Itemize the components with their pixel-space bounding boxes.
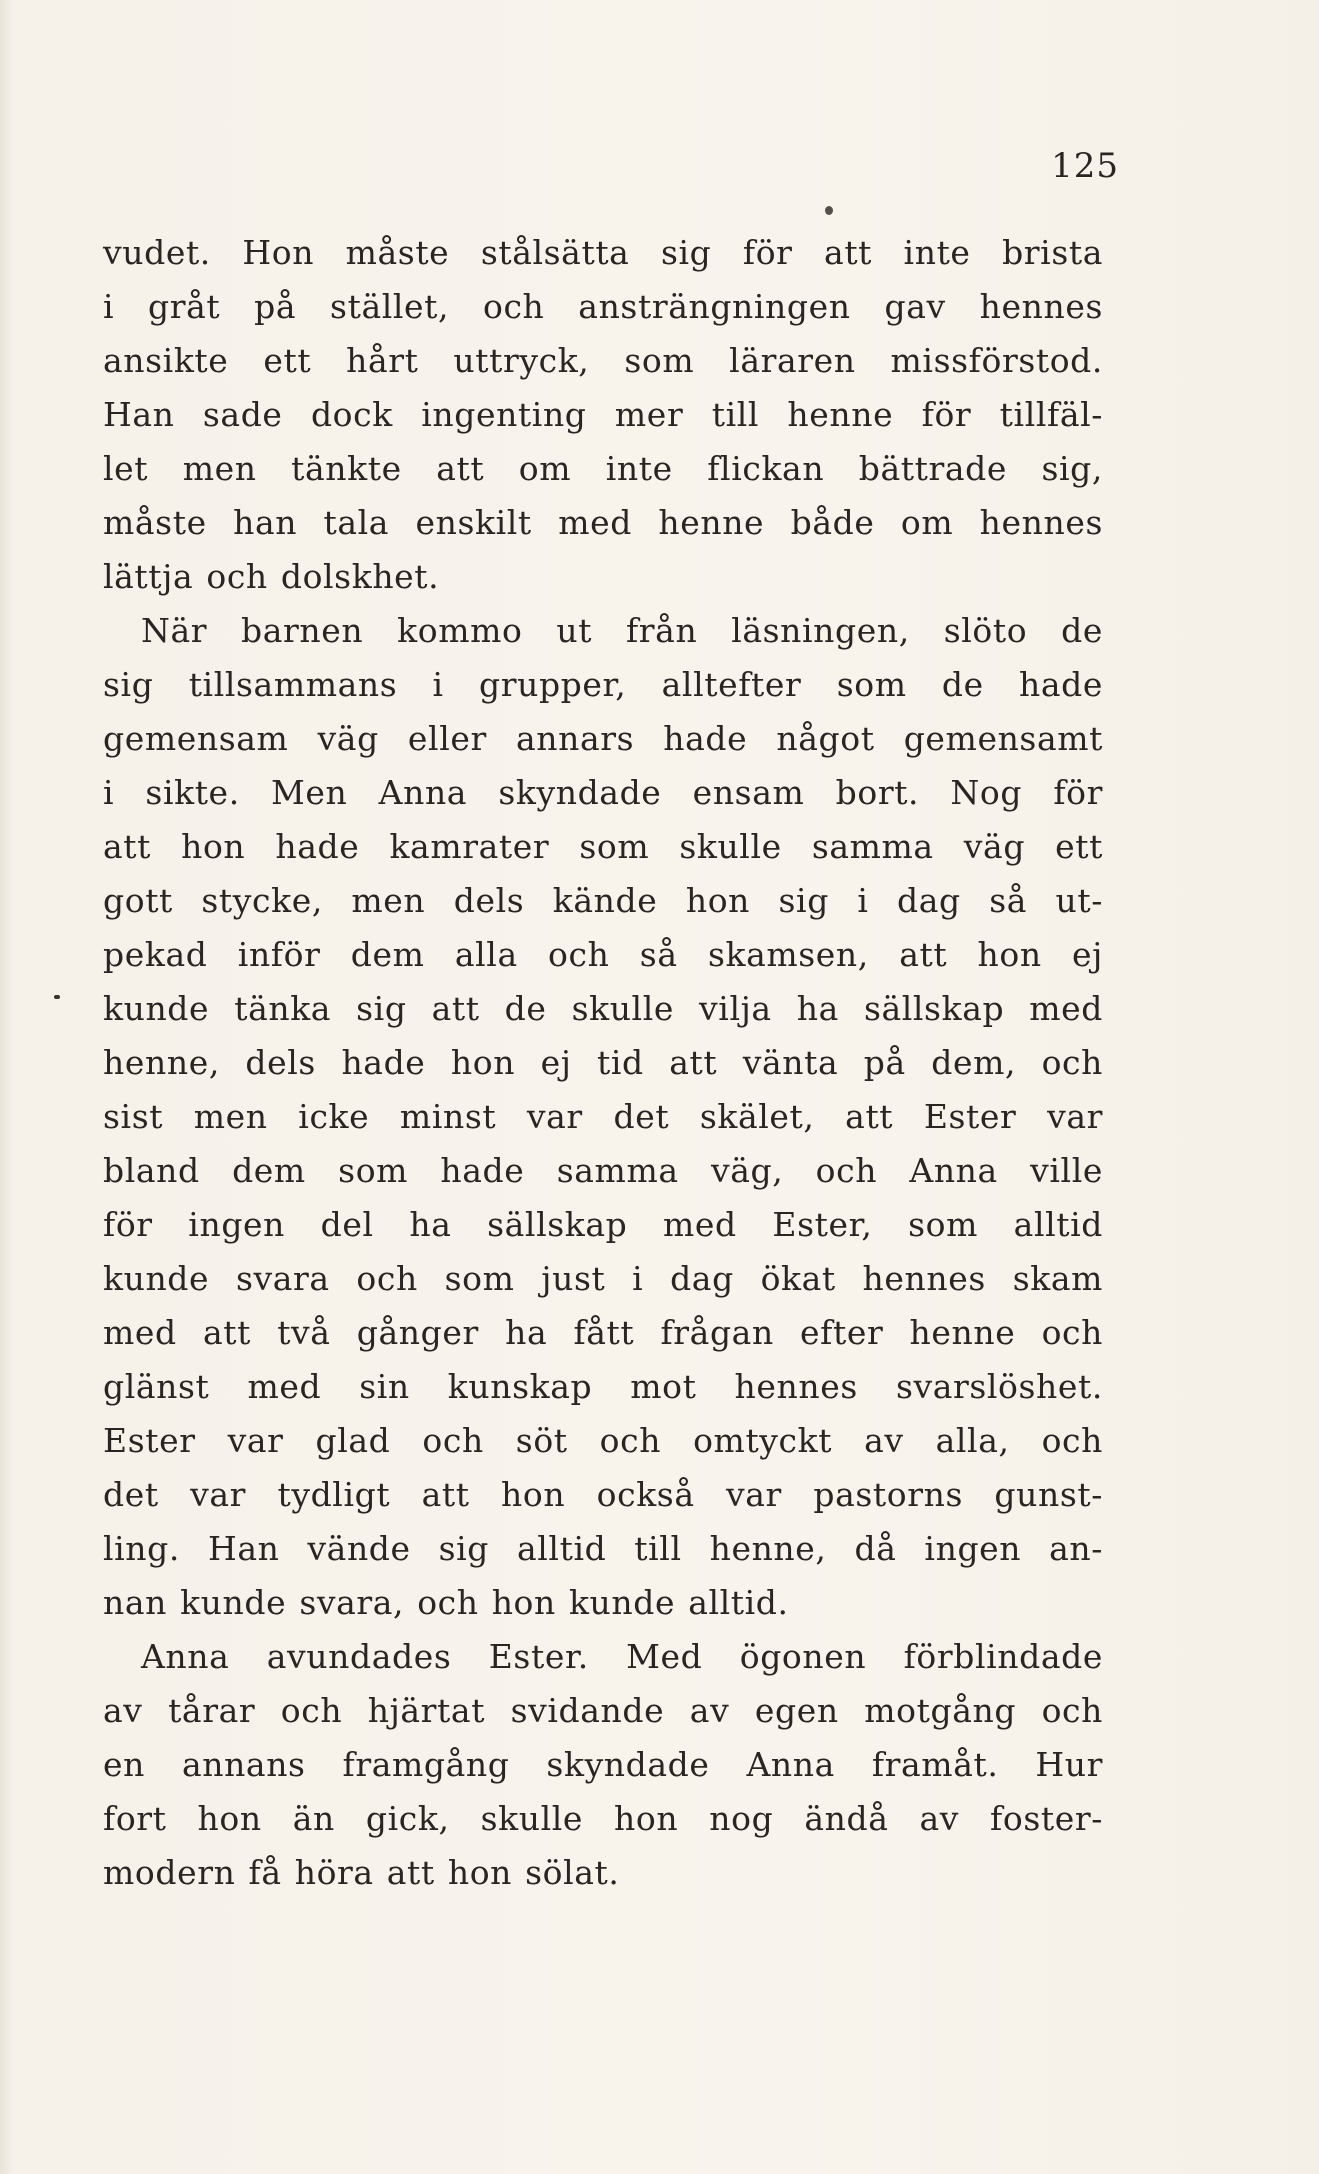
- text-line: henne, dels hade hon ej tid att vänta på dem, och: [103, 1043, 1103, 1082]
- text-line: med att två gånger ha fått frågan efter henne och: [103, 1313, 1103, 1352]
- text-line: det var tydligt att hon också var pastorns gunst-: [103, 1475, 1103, 1514]
- margin-mark: [54, 995, 60, 999]
- page-number: 125: [1051, 146, 1119, 186]
- text-line: glänst med sin kunskap mot hennes svarslöshet.: [103, 1367, 1103, 1406]
- text-line: i sikte. Men Anna skyndade ensam bort. Nog för: [103, 773, 1103, 812]
- text-line: Anna avundades Ester. Med ögonen förblindade: [141, 1637, 1103, 1676]
- text-line: av tårar och hjärtat svidande av egen motgång och: [103, 1691, 1103, 1730]
- text-line: ansikte ett hårt uttryck, som läraren missförstod.: [103, 341, 1103, 380]
- text-line: för ingen del ha sällskap med Ester, som alltid: [103, 1205, 1103, 1244]
- text-line: Han sade dock ingenting mer till henne för tillfäl-: [103, 395, 1103, 434]
- text-line: gott stycke, men dels kände hon sig i dag så ut-: [103, 881, 1103, 920]
- text-line: vudet. Hon måste stålsätta sig för att inte brista: [103, 233, 1103, 272]
- text-line: en annans framgång skyndade Anna framåt. Hur: [103, 1745, 1103, 1784]
- text-line: När barnen kommo ut från läsningen, slöto de: [141, 611, 1103, 650]
- text-line: i gråt på stället, och ansträngningen gav hennes: [103, 287, 1103, 326]
- text-line: måste han tala enskilt med henne både om hennes: [103, 503, 1103, 542]
- body-text: [103, 226, 1103, 1900]
- text-line: ling. Han vände sig alltid till henne, då ingen an-: [103, 1529, 1103, 1568]
- text-line: gemensam väg eller annars hade något gemensamt: [103, 719, 1103, 758]
- text-line: modern få höra att hon sölat.: [103, 1853, 620, 1892]
- text-line: fort hon än gick, skulle hon nog ändå av foster-: [103, 1799, 1103, 1838]
- text-line: bland dem som hade samma väg, och Anna ville: [103, 1151, 1103, 1190]
- text-line: pekad inför dem alla och så skamsen, att hon ej: [103, 935, 1103, 974]
- text-line: kunde svara och som just i dag ökat hennes skam: [103, 1259, 1103, 1298]
- text-line: sist men icke minst var det skälet, att Ester var: [103, 1097, 1103, 1136]
- text-line: Ester var glad och söt och omtyckt av alla, och: [103, 1421, 1103, 1460]
- text-line: lättja och dolskhet.: [103, 557, 440, 596]
- text-line: sig tillsammans i grupper, alltefter som de hade: [103, 665, 1103, 704]
- ink-speck: [825, 206, 833, 215]
- text-line: kunde tänka sig att de skulle vilja ha sällskap med: [103, 989, 1103, 1028]
- text-line: att hon hade kamrater som skulle samma väg ett: [103, 827, 1103, 866]
- text-line: nan kunde svara, och hon kunde alltid.: [103, 1583, 789, 1622]
- text-line: let men tänkte att om inte flickan bättrade sig,: [103, 449, 1103, 488]
